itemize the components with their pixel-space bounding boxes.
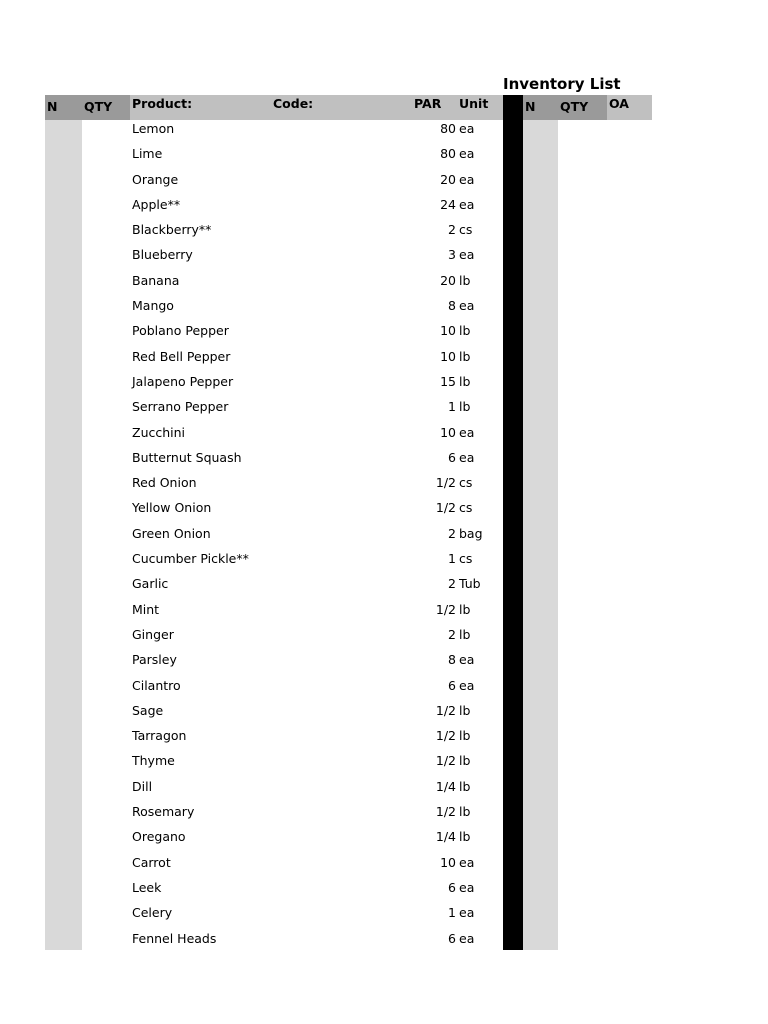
table-row [0,167,768,192]
product-cell: Carrot [132,854,171,870]
table-row [0,192,768,217]
header-right-oa: OA [609,96,629,111]
par-cell: 80 [440,121,456,136]
product-cell: Apple** [132,196,181,212]
par-cell: 1 [448,905,456,921]
unit-cell: lb [459,702,471,718]
unit-cell: ea [459,879,475,895]
header-left-n: N [47,99,58,114]
product-cell: Butternut Squash [132,449,242,465]
unit-cell: ea [459,930,475,946]
table-row [0,597,768,622]
table-row [0,470,768,495]
product-cell: Red Onion [132,475,197,491]
par-cell: 80 [440,146,456,162]
product-cell: Jalapeno Pepper [132,373,234,389]
table-row [0,217,768,242]
par-cell: 20 [440,171,456,187]
par-cell: 1/4 [435,778,456,794]
product-cell: Tarragon [132,728,187,744]
par-cell: 6 [448,677,456,693]
unit-cell: cs [459,475,473,491]
product-cell: Celery [132,905,173,921]
unit-cell: ea [459,905,475,921]
product-cell: Red Bell Pepper [132,348,231,364]
header-right-n: N [525,99,536,114]
table-row [0,571,768,596]
par-cell: 15 [440,373,456,389]
unit-cell: cs [459,222,473,238]
unit-cell: lb [459,399,471,415]
table-row [0,875,768,900]
product-cell: Blackberry** [132,222,212,238]
table-row [0,926,768,951]
table-row [0,141,768,166]
table-row [0,673,768,698]
table-row [0,420,768,445]
unit-cell: lb [459,373,471,389]
table-row [0,774,768,799]
product-cell: Oregano [132,829,186,845]
unit-cell: lb [459,272,471,288]
table-row [0,344,768,369]
product-cell: Orange [132,171,179,187]
par-cell: 1/2 [435,601,456,617]
table-row [0,445,768,470]
unit-cell: ea [459,171,475,187]
unit-cell: lb [459,601,471,617]
table-row [0,799,768,824]
par-cell: 10 [440,424,456,440]
unit-cell: lb [459,778,471,794]
table-row [0,268,768,293]
product-cell: Thyme [132,753,175,769]
par-cell: 1/2 [435,500,456,516]
table-row [0,394,768,419]
product-cell: Lemon [132,121,175,136]
unit-cell: bag [459,525,483,541]
par-cell: 2 [448,626,456,642]
unit-cell: lb [459,829,471,845]
table-row [0,900,768,925]
par-cell: 6 [448,930,456,946]
table-row [0,369,768,394]
table-row [0,495,768,520]
product-cell: Cilantro [132,677,181,693]
unit-cell: ea [459,677,475,693]
product-cell: Garlic [132,576,169,592]
product-cell: Poblano Pepper [132,323,229,339]
unit-cell: ea [459,449,475,465]
par-cell: 10 [440,348,456,364]
par-cell: 8 [448,652,456,668]
table-row [0,546,768,571]
par-cell: 3 [448,247,456,263]
unit-cell: lb [459,626,471,642]
table-row [0,698,768,723]
product-cell: Yellow Onion [132,500,212,516]
header-code: Code: [273,96,314,111]
par-cell: 1/2 [435,702,456,718]
par-cell: 6 [448,879,456,895]
unit-cell: lb [459,728,471,744]
product-cell: Dill [132,778,153,794]
header-right-qty: QTY [560,99,589,114]
table-row [0,748,768,773]
product-cell: Mango [132,298,174,314]
unit-cell: ea [459,652,475,668]
table-row [0,242,768,267]
par-cell: 10 [440,323,456,339]
table-row [0,318,768,343]
inventory-rows [0,116,768,951]
par-cell: 2 [448,222,456,238]
unit-cell: lb [459,804,471,820]
unit-cell: lb [459,323,471,339]
unit-cell: ea [459,121,475,136]
unit-cell: Tub [459,576,481,592]
product-cell: Lime [132,146,163,162]
table-row [0,647,768,672]
par-cell: 1 [448,399,456,415]
table-row [0,850,768,875]
table-row [0,521,768,546]
unit-cell: ea [459,424,475,440]
par-cell: 1/2 [435,804,456,820]
unit-cell: ea [459,854,475,870]
product-cell: Rosemary [132,804,195,820]
par-cell: 1/2 [435,475,456,491]
par-cell: 10 [440,854,456,870]
table-row [0,622,768,647]
product-cell: Sage [132,702,164,718]
sheet-title: Inventory List [503,75,621,93]
unit-cell: cs [459,551,473,567]
product-cell: Parsley [132,652,177,668]
product-cell: Blueberry [132,247,193,263]
header-product: Product: [132,96,193,111]
unit-cell: ea [459,146,475,162]
header-par: PAR [414,96,442,111]
product-cell: Leek [132,879,162,895]
par-cell: 1 [448,551,456,567]
product-cell: Fennel Heads [132,930,217,946]
unit-cell: cs [459,500,473,516]
unit-cell: lb [459,753,471,769]
product-cell: Cucumber Pickle** [132,551,249,567]
par-cell: 8 [448,298,456,314]
par-cell: 2 [448,525,456,541]
table-row [0,723,768,748]
par-cell: 2 [448,576,456,592]
product-cell: Zucchini [132,424,186,440]
par-cell: 1/2 [435,753,456,769]
par-cell: 1/4 [435,829,456,845]
product-cell: Mint [132,601,160,617]
par-cell: 1/2 [435,728,456,744]
unit-cell: ea [459,298,475,314]
product-cell: Ginger [132,626,174,642]
table-row [0,116,768,141]
table-row [0,293,768,318]
header-unit: Unit [459,96,489,111]
unit-cell: ea [459,247,475,263]
unit-cell: ea [459,196,475,212]
table-row [0,824,768,849]
header-left-qty: QTY [84,99,113,114]
product-cell: Banana [132,272,180,288]
product-cell: Green Onion [132,525,211,541]
unit-cell: lb [459,348,471,364]
par-cell: 6 [448,449,456,465]
product-cell: Serrano Pepper [132,399,229,415]
par-cell: 24 [440,196,456,212]
par-cell: 20 [440,272,456,288]
